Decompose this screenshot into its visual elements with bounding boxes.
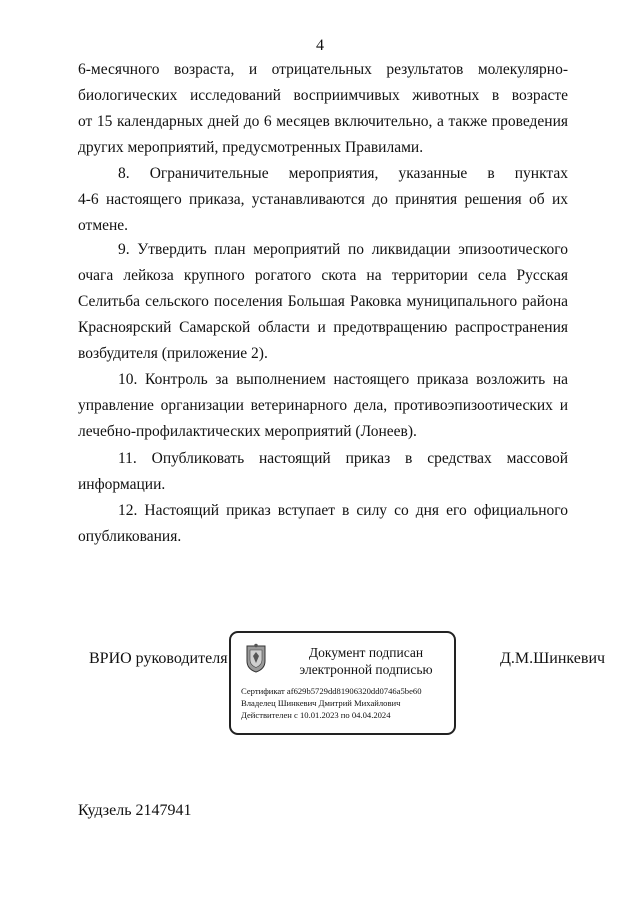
body-line: 6-месячного возраста, и отрицательных результатов молекулярно-	[78, 61, 568, 78]
body-line: очага лейкоза крупного рогатого скота на территории села Русская	[78, 267, 568, 284]
body-line: Красноярский Самарской области и предотвращению распространения	[78, 319, 568, 336]
e-signature-stamp	[229, 631, 456, 735]
body-line: от 15 календарных дней до 6 месяцев включительно, а также проведения	[78, 113, 568, 130]
stamp-certificate: Сертификат af629b5729dd81906320dd0746a5be60	[241, 686, 422, 696]
page-number: 4	[316, 37, 324, 54]
body-line-item-8: 8. Ограничительные мероприятия, указанные в пунктах	[118, 165, 568, 182]
stamp-owner: Владелец Шинкевич Дмитрий Михайлович	[241, 698, 401, 708]
body-line: лечебно-профилактических мероприятий (Лонеев).	[78, 423, 417, 440]
body-line: Селитьба сельского поселения Большая Раковка муниципального района	[78, 293, 568, 310]
body-line: отмене.	[78, 217, 129, 234]
stamp-title	[281, 644, 451, 678]
signatory-position: ВРИО руководителя	[89, 650, 228, 667]
body-line: опубликования.	[78, 528, 182, 545]
body-line-item-10: 10. Контроль за выполнением настоящего приказа возложить на	[118, 371, 568, 388]
body-line-item-9: 9. Утвердить план мероприятий по ликвидации эпизоотического	[118, 241, 568, 258]
body-line: информации.	[78, 476, 166, 493]
body-line: биологических исследований восприимчивых животных в возрасте	[78, 87, 568, 104]
body-line: 4-6 настоящего приказа, устанавливаются до принятия решения об их	[78, 191, 568, 208]
stamp-details	[241, 685, 422, 721]
signatory-name: Д.М.Шинкевич	[500, 650, 606, 667]
body-line: управление организации ветеринарного дела, противоэпизоотических и	[78, 397, 568, 414]
body-line: других мероприятий, предусмотренных Правилами.	[78, 139, 424, 156]
body-line-item-11: 11. Опубликовать настоящий приказ в средствах массовой	[118, 450, 568, 467]
stamp-title-line1: Документ подписан	[308, 645, 424, 660]
stamp-validity: Действителен с 10.01.2023 по 04.04.2024	[241, 710, 391, 720]
body-line: возбудителя (приложение 2).	[78, 345, 268, 362]
body-line-item-12: 12. Настоящий приказ вступает в силу со дня его официального	[118, 502, 568, 519]
stamp-title-line2: электронной подписью	[299, 662, 433, 677]
coat-of-arms-icon	[245, 643, 267, 673]
executor-code: Кудзель 2147941	[78, 802, 192, 819]
